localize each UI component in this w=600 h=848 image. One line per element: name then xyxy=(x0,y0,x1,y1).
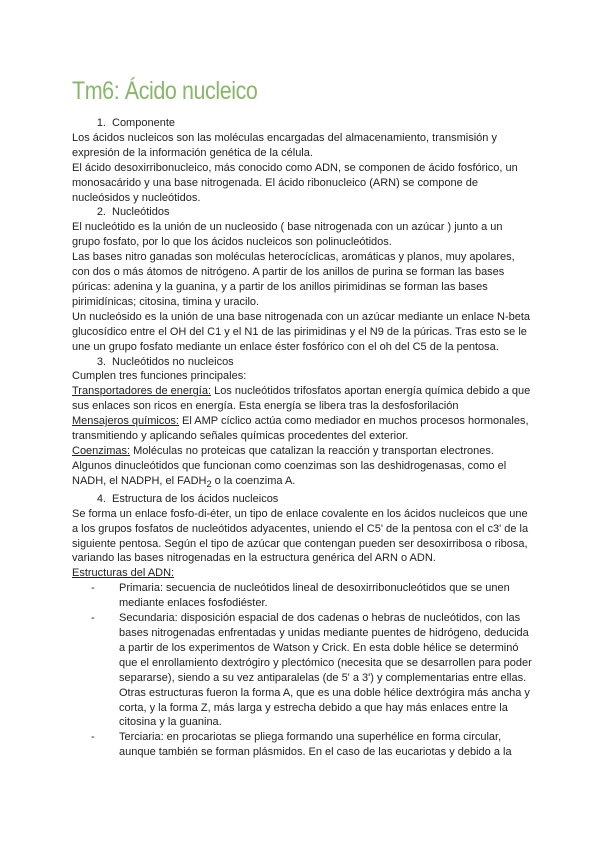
paragraph: Un nucleósido es la unión de una base nitrogenada con un azúcar mediante un enlace N-beta glucosídico entre el OH del C1 y el N1 de las pirimidinas y el N9 de la púricas. Tras esto se le une un grupo fosfato mediante un enlace éster fosfórico con el oh del C5 de la pentosa. xyxy=(72,310,531,353)
function-item: Coenzimas: Moléculas no proteicas que catalizan la reacción y transportan electrones. xyxy=(72,444,494,457)
section-heading-4: 4. Estructura de los ácidos nucleicos xyxy=(96,492,279,505)
section-heading-1: 1. Componente xyxy=(96,117,175,129)
structure-list xyxy=(72,581,532,760)
paragraph: Las bases nitro ganadas son moléculas heterocíclicas, aromáticas y planos, muy apolares, con dos o más átomos de nitrógeno. A partir de los anillos de purina se forman las bases púricas: adenina y la guanina, y a partir de los anillos pirimidinas se forman las bases pirimidínicas; citosina, timina y uracilo. xyxy=(72,251,515,308)
function-item: Mensajeros químicos: El AMP cíclico actúa como mediador en muchos procesos hormonales, transmitiendo y aplicando señales químicas procedentes del exterior. xyxy=(72,415,529,443)
list-item: - Secundaria: disposición espacial de dos cadenas o hebras de nucleótidos, con las bases nitrogenadas enfrentadas y unidas mediante puentes de hidrógeno, deducida a partir de los experimentos de Watson y Crick. En esta doble hélice se determinó que el enrollamiento dextrógiro y plectómico (necesita que se desarrollen para poder separarse), siendo a su vez antiparalelas (de 5' a 3') y complementarias entre ellas. Otras estructuras fueron la forma A, que es una doble hélice dextrógira más ancha y corta, y la forma Z, más larga y estrecha debido a que hay más enlaces entre la citosina y la guanina. xyxy=(72,611,532,730)
paragraph: El ácido desoxirribonucleico, más conocido como ADN, se componen de ácido fosfórico, un monosacárido y una base nitrogenada. El ácido ribonucleico (ARN) se compone de nucleósidos y nucleótidos. xyxy=(72,161,518,204)
paragraph: Los ácidos nucleicos son las moléculas encargadas del almacenamiento, transmisión y expresión de la información genética de la célula. xyxy=(72,131,497,159)
function-label: Coenzimas: xyxy=(72,444,131,457)
list-item: - Primaria: secuencia de nucleótidos lineal de desoxirribonucleótidos que se unen mediante enlaces fosfodiéster. xyxy=(72,581,532,611)
paragraph: Cumplen tres funciones principales: xyxy=(72,370,247,383)
function-label: Mensajeros químicos: xyxy=(72,415,179,428)
document-page xyxy=(72,76,532,760)
paragraph: El nucleótido es la unión de un nucleosido ( base nitrogenada con un azúcar ) junto a un grupo fosfato, por lo que los ácidos nucleicos son polinucleótidos. xyxy=(72,221,503,249)
paragraph: Algunos dinucleótidos que funcionan como coenzimas son las deshidrogenasas, como el NADH, el NADPH, el $FADH_2$ o la coenzima A. xyxy=(72,459,507,489)
section-heading-3: 3. Nucleótidos no nucleicos xyxy=(96,355,234,368)
function-label: Transportadores de energía: xyxy=(72,385,212,398)
function-item: Transportadores de energía: Los nucleótidos trifosfatos aportan energía química debido a que sus enlaces son ricos en energía. Esta energía se libera tras la desfosforilación xyxy=(72,385,531,413)
subheading: Estructuras del ADN: xyxy=(72,567,175,580)
list-item: - Terciaria: en procariotas se pliega formando una superhélice en forma circular, aunque también se forman plásmidos. En el caso de las eucariotas y debido a la xyxy=(72,730,532,760)
paragraph: Se forma un enlace fosfo-di-éter, un tipo de enlace covalente en los ácidos nucleicos que une a los grupos fosfatos de nucleótidos adyacentes, uniendo el C5' de la pentosa con el c3' de la siguiente pentosa. Según el tipo de azúcar que contengan pueden ser desoxirribosa o ribosa, variando las bases nitrogenadas en la estructura genérica del ARN o ADN. xyxy=(72,507,529,565)
section-heading-2: 2. Nucleótidos xyxy=(96,206,170,219)
page-title: Tm6: Ácido nucleico xyxy=(72,77,258,105)
